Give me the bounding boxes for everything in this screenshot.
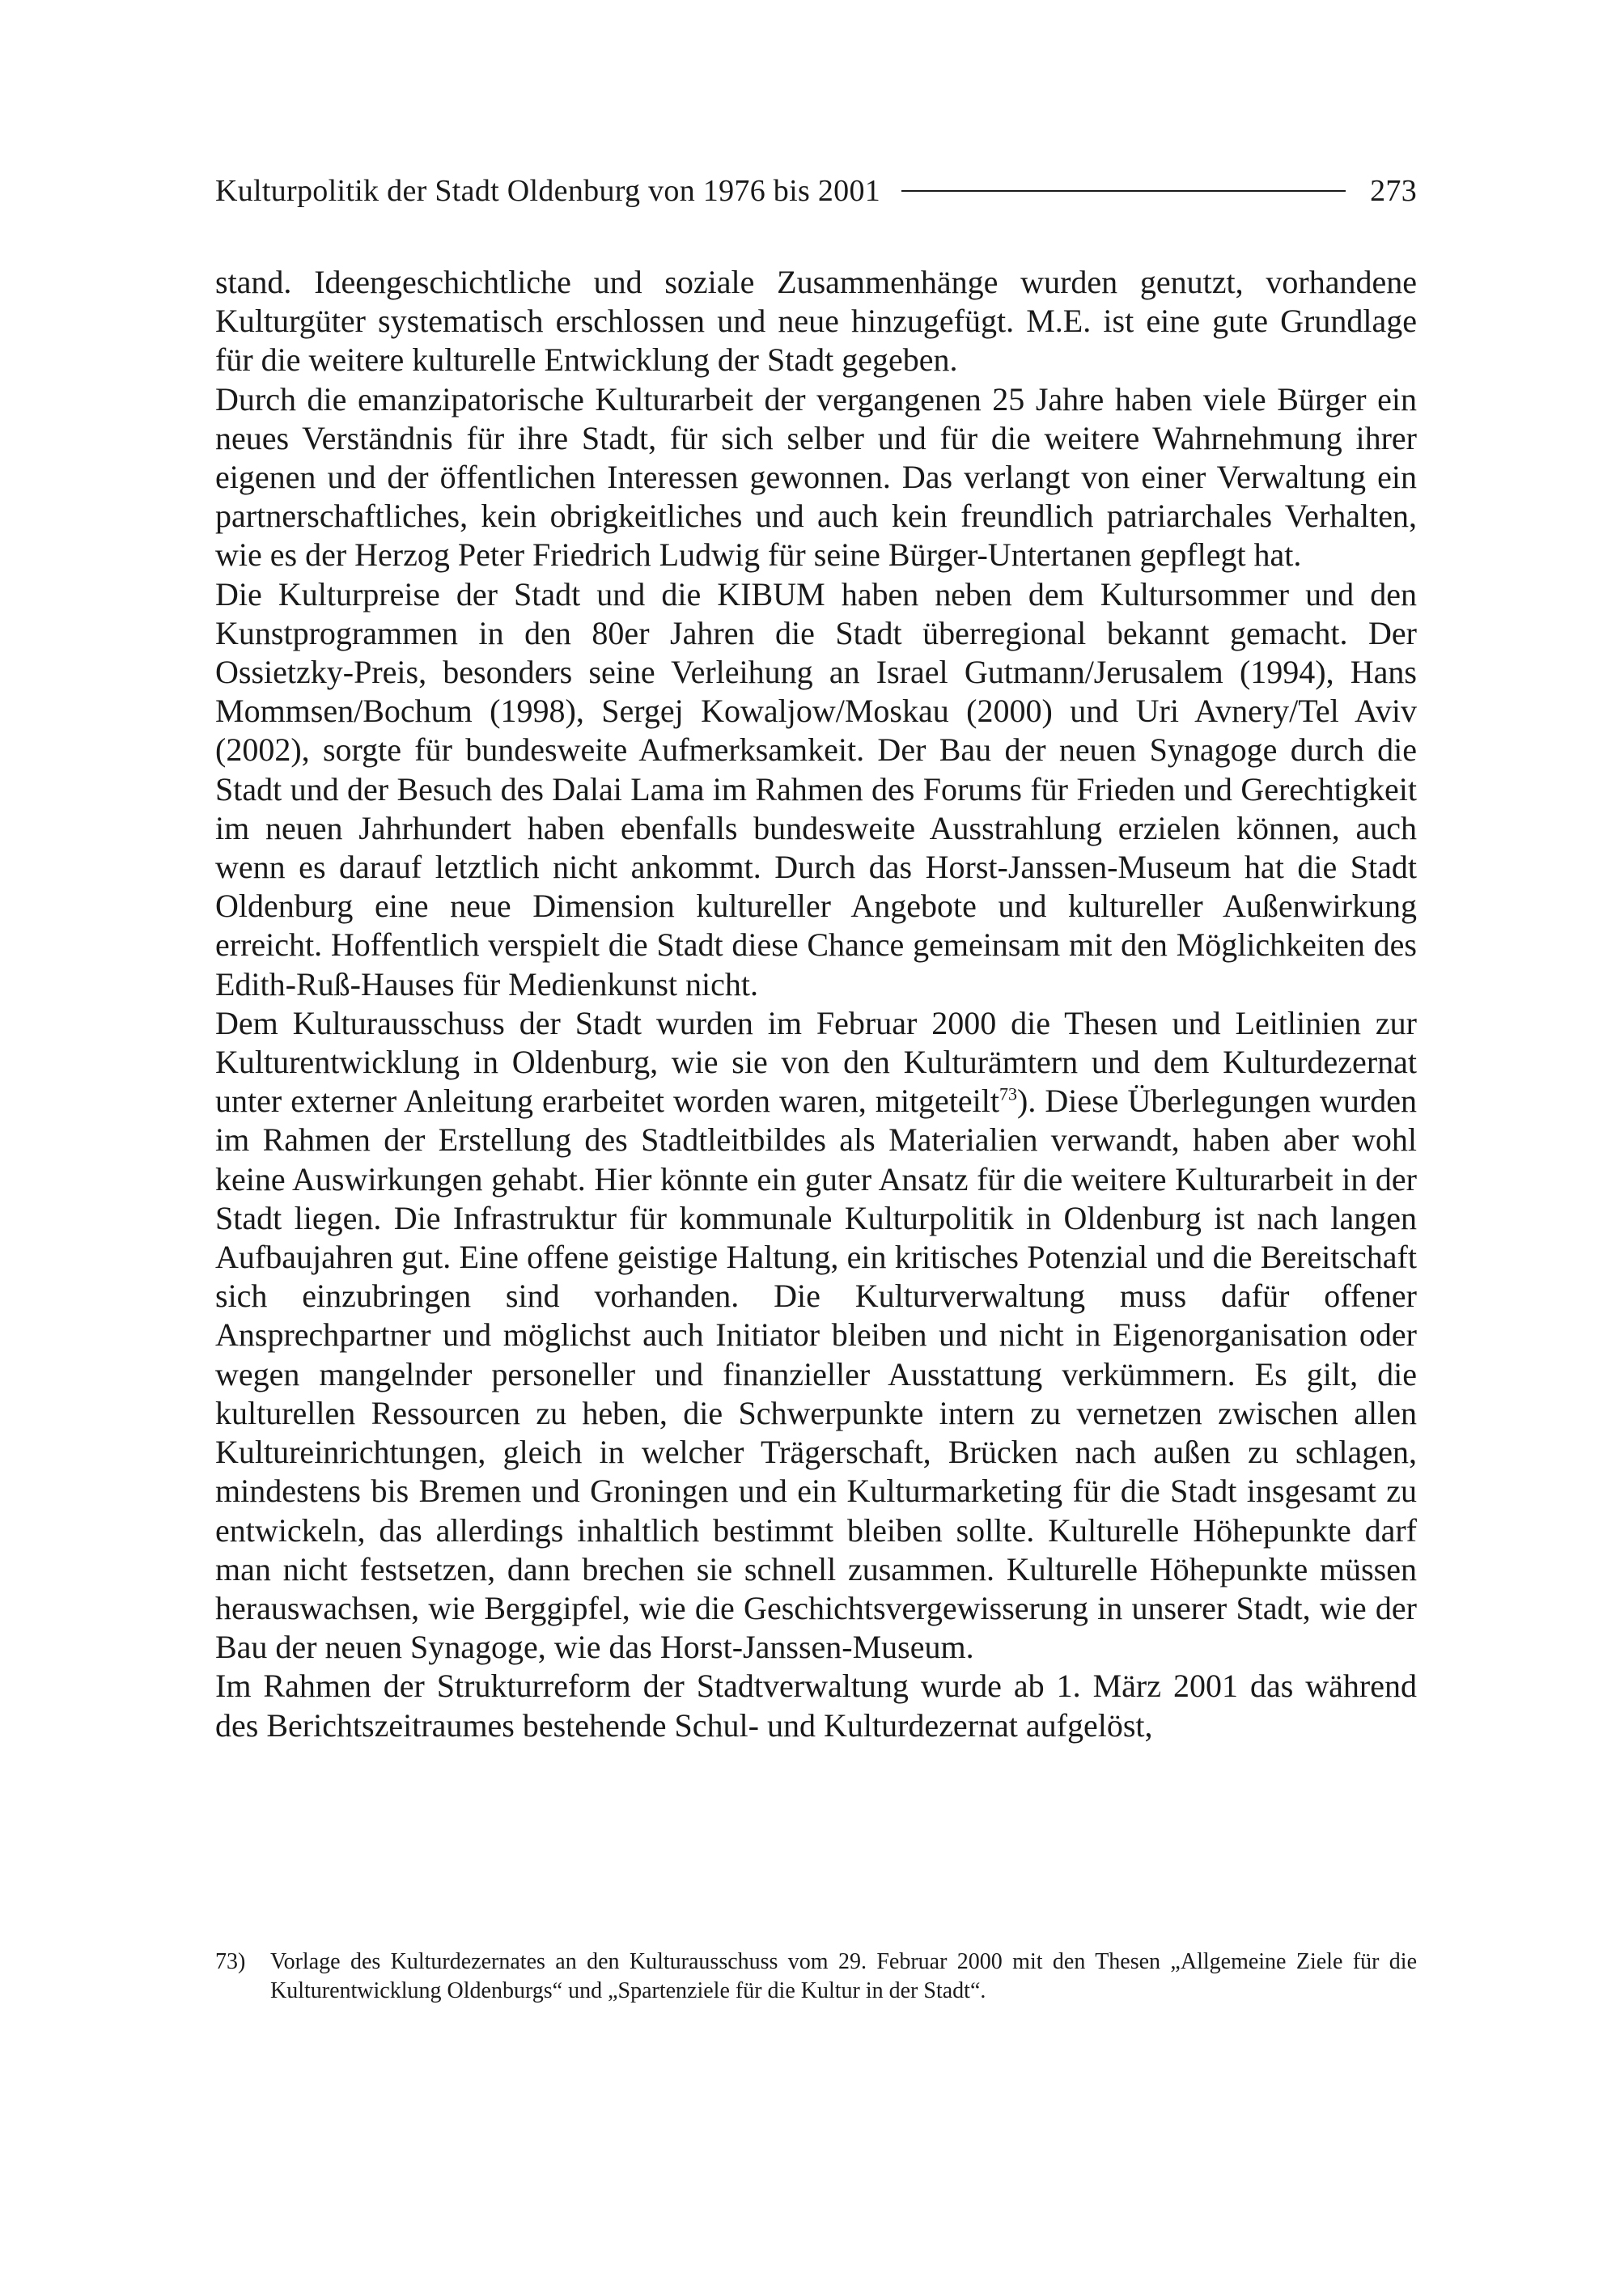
footnote-number: 73) <box>215 1949 246 1974</box>
paragraph-4 <box>215 1004 1417 1667</box>
footnote-reference-73: 73 <box>999 1083 1018 1104</box>
paragraph-5: Im Rahmen der Strukturreform der Stadtverwaltung wurde ab 1. März 2001 das während des Berichtszeitraumes bestehende Schul- und Kulturdezernat aufgelöst, <box>215 1668 1417 1744</box>
paragraph-4-part-2: ). Diese Überlegungen wurden im Rahmen der Erstellung des Stadtleitbildes als Materialien verwandt, haben aber wohl keine Auswirkungen gehabt. Hier könnte ein guter Ansatz für die weitere Kulturarbeit in der Stadt liegen. Die Infrastruktur für kommunale Kulturpolitik in Oldenburg ist nach langen Aufbaujahren gut. Eine offene geistige Haltung, ein kritisches Potenzial und die Bereitschaft sich einzubringen sind vorhanden. Die Kulturverwaltung muss dafür offener Ansprechpartner und möglichst auch Initiator bleiben und nicht in Eigenorganisation oder wegen mangelnder personeller und finanzieller Ausstattung verkümmern. Es gilt, die kulturellen Ressourcen zu heben, die Schwerpunkte intern zu vernetzen zwischen allen Kultureinrichtungen, gleich in welcher Trägerschaft, Brücken nach außen zu schlagen, mindestens bis Bremen und Groningen und ein Kulturmarketing für die Stadt insgesamt zu entwickeln, das allerdings inhaltlich bestimmt bleiben sollte. Kulturelle Höhepunkte darf man nicht festsetzen, dann brechen sie schnell zusammen. Kulturelle Höhepunkte müssen herauswachsen, wie Berggipfel, wie die Geschichtsvergewisserung in unserer Stadt, wie der Bau der neuen Synagoge, wie das Horst-Janssen-Museum. <box>215 1083 1418 1666</box>
paragraph-1: stand. Ideengeschichtliche und soziale Zusammenhänge wurden genutzt, vorhandene Kulturgüter systematisch erschlossen und neue hinzugefügt. M.E. ist eine gute Grundlage für die weitere kulturelle Entwicklung der Stadt gegeben. <box>215 264 1417 379</box>
footnote-text: Vorlage des Kulturdezernates an den Kulturausschuss vom 29. Februar 2000 mit den Thesen „Allgemeine Ziele für die Kulturentwicklung Oldenburgs“ und „Spartenziele für die Kultur in der Stadt“. <box>270 1949 1417 2003</box>
running-head-title: Kulturpolitik der Stadt Oldenburg von 1976 bis 2001 <box>215 174 881 208</box>
page-number: 273 <box>1370 174 1417 208</box>
paragraph-4-part-1: Dem Kulturausschuss der Stadt wurden im Februar 2000 die Thesen und Leitlinien zur Kulturentwicklung in Oldenburg, wie sie von den Kulturämtern und dem Kulturdezernat unter externer Anleitung erarbeitet worden waren, mitgeteilt <box>215 1004 1417 1120</box>
footnote-73 <box>215 1948 1417 2006</box>
running-head-rule <box>901 190 1346 192</box>
body-text <box>215 263 1417 1745</box>
paragraph-2: Durch die emanzipatorische Kulturarbeit der vergangenen 25 Jahre haben viele Bürger ein neues Verständnis für ihre Stadt, für sich selber und für die weitere Wahrnehmung ihrer eigenen und der öffentlichen Interessen gewonnen. Das verlangt von einer Verwaltung ein partnerschaftliches, kein obrigkeitliches und auch kein freundlich patriarchales Verhalten, wie es der Herzog Peter Friedrich Ludwig für seine Bürger-Untertanen gepflegt hat. <box>215 380 1417 574</box>
running-head <box>215 167 1417 215</box>
paragraph-3: Die Kulturpreise der Stadt und die KIBUM haben neben dem Kultursommer und den Kunstprogrammen in den 80er Jahren die Stadt überregional bekannt gemacht. Der Ossietzky-Preis, besonders seine Verleihung an Israel Gutmann/Jerusalem (1994), Hans Mommsen/Bochum (1998), Sergej Kowaljow/Moskau (2000) und Uri Avnery/Tel Aviv (2002), sorgte für bundesweite Aufmerksamkeit. Der Bau der neuen Synagoge durch die Stadt und der Besuch des Dalai Lama im Rahmen des Forums für Frieden und Gerechtigkeit im neuen Jahrhundert haben ebenfalls bundesweite Ausstrahlung erzielen können, auch wenn es darauf letztlich nicht ankommt. Durch das Horst-Janssen-Museum hat die Stadt Oldenburg eine neue Dimension kultureller Angebote und kultureller Außenwirkung erreicht. Hoffentlich verspielt die Stadt diese Chance gemeinsam mit den Möglichkeiten des Edith-Ruß-Hauses für Medienkunst nicht. <box>215 575 1417 1002</box>
